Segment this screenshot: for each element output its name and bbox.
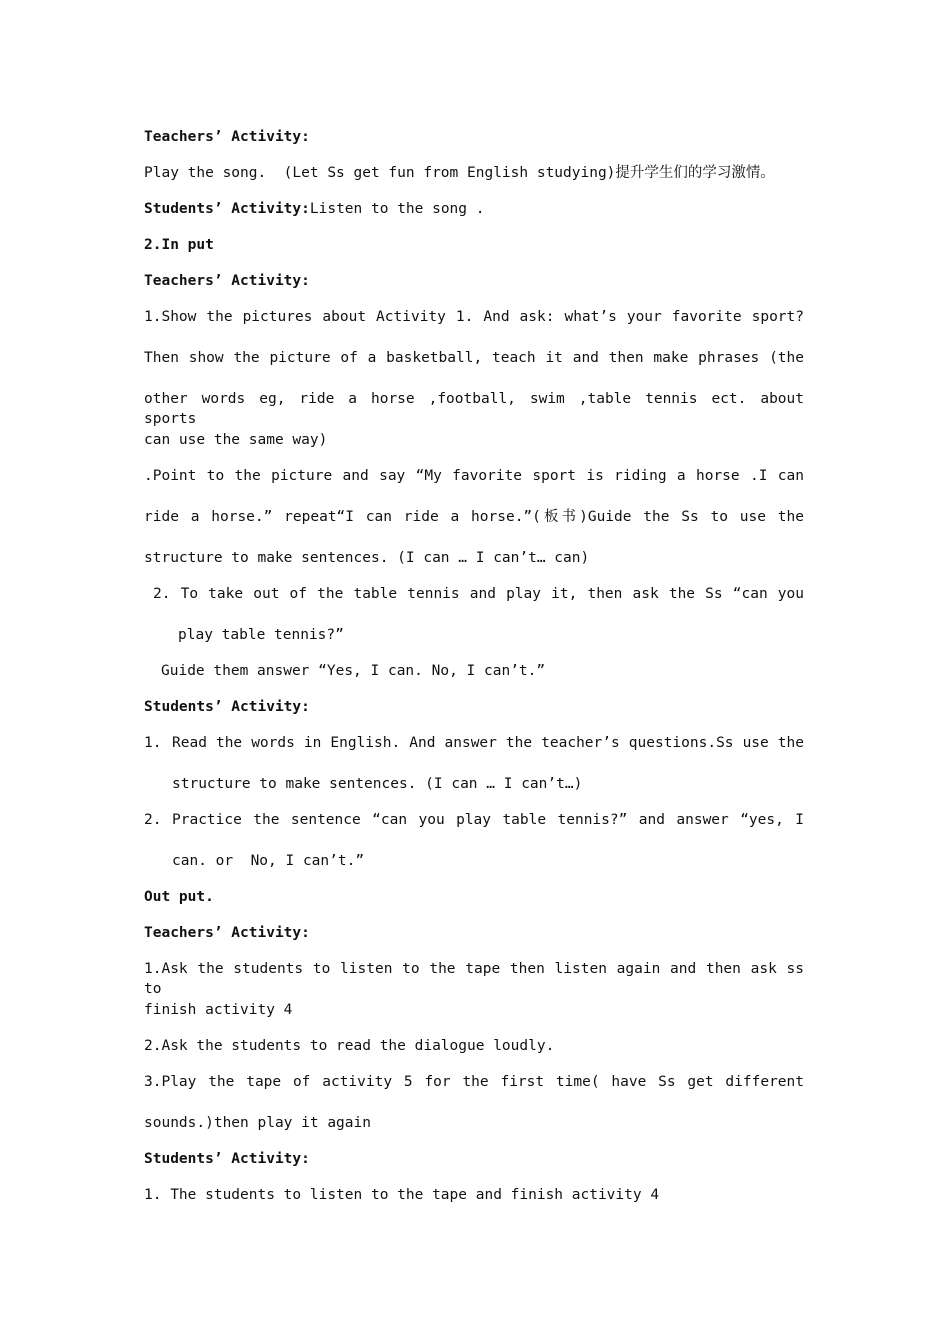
paragraph-line: 1. The students to listen to the tape and finish activity 4: [144, 1187, 660, 1203]
paragraph-line: play table tennis?”: [178, 627, 344, 643]
teachers-activity-heading: Teachers’ Activity:: [144, 925, 310, 941]
paragraph-line: finish activity 4: [144, 1002, 293, 1018]
students-activity-label: Students’ Activity:: [144, 201, 310, 217]
play-song-text: Play the song. (Let Ss get fun from English studying)提升学生们的学习激情。: [144, 165, 775, 181]
teachers-activity-heading: Teachers’ Activity:: [144, 273, 310, 289]
list-item-line: Practice the sentence “can you play table tennis?” and answer “yes, I: [172, 812, 804, 828]
students-activity-line: [144, 199, 804, 219]
list-item-line: structure to make sentences. (I can … I can’t…): [172, 776, 583, 792]
list-item-line: can. or No, I can’t.”: [172, 853, 365, 869]
students-activity-text: Listen to the song .: [309, 201, 485, 217]
paragraph-line: can use the same way): [144, 432, 328, 448]
section-input-heading: 2.In put: [144, 237, 214, 253]
paragraph-line: structure to make sentences. (I can … I can’t… can): [144, 550, 590, 566]
paragraph-line: sounds.)then play it again: [144, 1115, 371, 1131]
paragraph-line: 2.Ask the students to read the dialogue loudly.: [144, 1038, 555, 1054]
paragraph-line: other words eg, ride a horse ,football, swim ,table tennis ect. about sports: [144, 391, 804, 427]
paragraph-line: Guide them answer “Yes, I can. No, I can’t.”: [161, 663, 546, 679]
list-number: 2.: [144, 812, 162, 828]
list-item-line: Read the words in English. And answer the teacher’s questions.Ss use the: [172, 735, 804, 751]
students-activity-heading: Students’ Activity:: [144, 1151, 310, 1167]
paragraph-line: ride a horse.” repeat“I can ride a horse.”(板书)Guide the Ss to use the: [144, 509, 804, 525]
list-number: 1.: [144, 735, 162, 751]
paragraph-line: Then show the picture of a basketball, teach it and then make phrases (the: [144, 350, 804, 366]
paragraph-line: 3.Play the tape of activity 5 for the first time( have Ss get different: [144, 1074, 804, 1090]
students-activity-heading: Students’ Activity:: [144, 699, 310, 715]
section-output-heading: Out put.: [144, 889, 214, 905]
paragraph-line: 1.Show the pictures about Activity 1. And ask: what’s your favorite sport?: [144, 309, 804, 325]
paragraph-line: .Point to the picture and say “My favorite sport is riding a horse .I can: [144, 468, 804, 484]
teachers-activity-heading: Teachers’ Activity:: [144, 129, 310, 145]
paragraph-line: 1.Ask the students to listen to the tape then listen again and then ask ss to: [144, 961, 804, 997]
paragraph-line: 2. To take out of the table tennis and play it, then ask the Ss “can you: [153, 586, 804, 602]
